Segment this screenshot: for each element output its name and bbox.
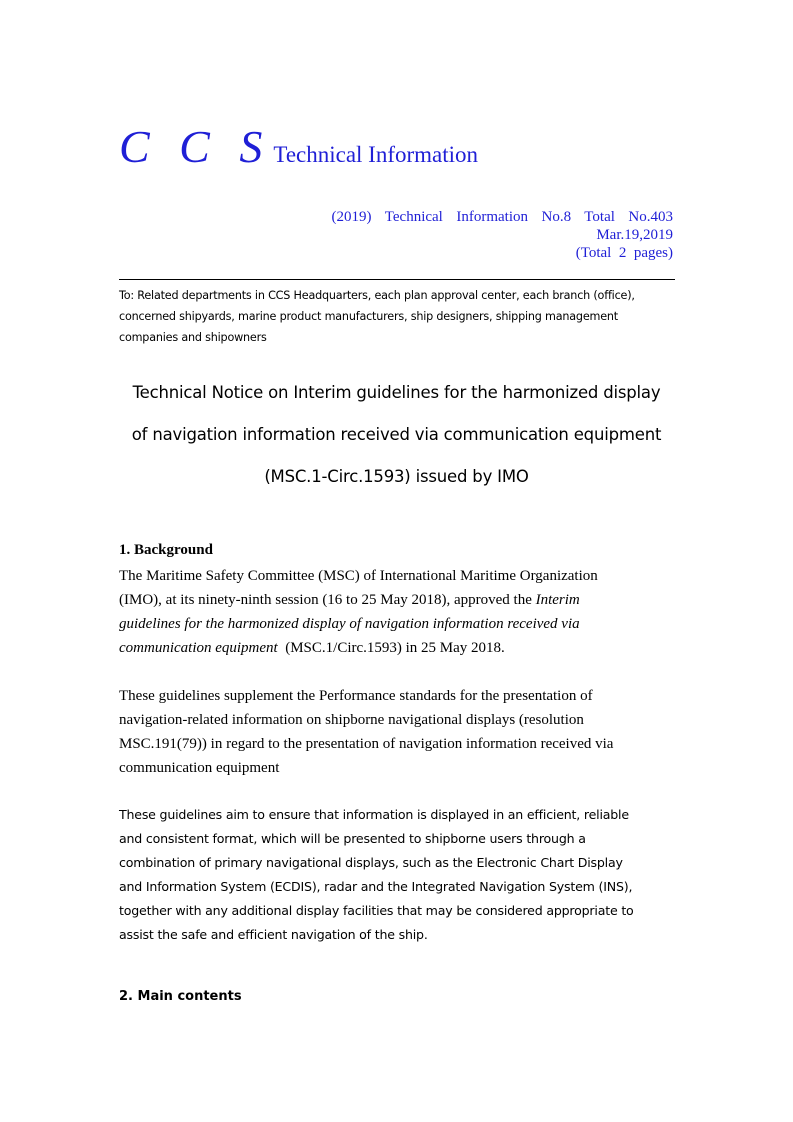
paragraph-line: assist the safe and efficient navigation of the ship.	[119, 927, 428, 942]
recipients-line: To: Related departments in CCS Headquarters, each plan approval center, each branch (office),	[119, 289, 635, 302]
paragraph-line	[119, 636, 679, 660]
recipients-block	[119, 285, 679, 348]
paragraph-line: These guidelines aim to ensure that information is displayed in an efficient, reliable	[119, 807, 629, 822]
notice-title-line: of navigation information received via communication equipment	[131, 425, 662, 444]
paragraph-line: These guidelines supplement the Performance standards for the presentation of	[119, 688, 593, 704]
paragraph-line: together with any additional display facilities that may be considered appropriate to	[119, 903, 634, 918]
paragraph-line: MSC.191(79)) in regard to the presentation of navigation information received via	[119, 736, 614, 752]
header-subtitle: Technical Information	[273, 142, 479, 167]
section-heading-background: 1. Background	[119, 542, 213, 558]
notice-title	[100, 372, 693, 498]
paragraph-text: (MSC.1/Circ.1593) in 25 May 2018.	[277, 640, 505, 656]
section-heading-main-contents: 2. Main contents	[119, 989, 242, 1004]
ccs-logo-text: C C S	[119, 121, 272, 172]
paragraph-line	[119, 588, 679, 612]
paragraph-text: (IMO), at its ninety-ninth session (16 to 25 May 2018), approved the	[119, 592, 536, 608]
paragraph-line: communication equipment	[119, 760, 280, 776]
header-divider	[119, 279, 675, 280]
notice-title-line: Technical Notice on Interim guidelines for the harmonized display	[132, 383, 661, 402]
page-count: (Total 2 pages)	[575, 245, 673, 261]
paragraph-line: combination of primary navigational displays, such as the Electronic Chart Display	[119, 855, 623, 870]
background-paragraph-2	[119, 684, 679, 780]
guideline-title-italic: communication equipment	[119, 640, 278, 656]
document-meta	[332, 208, 673, 262]
background-paragraph-3	[119, 803, 679, 947]
paragraph-line: navigation-related information on shipborne navigational displays (resolution	[119, 712, 584, 728]
issue-number: (2019) Technical Information No.8 Total No.403	[331, 209, 673, 225]
issue-date: Mar.19,2019	[596, 227, 673, 243]
document-header	[119, 120, 478, 173]
recipients-line: concerned shipyards, marine product manufacturers, ship designers, shipping management	[119, 310, 618, 323]
paragraph-line: and Information System (ECDIS), radar and the Integrated Navigation System (INS),	[119, 879, 633, 894]
guideline-title-italic: Interim	[535, 592, 580, 608]
paragraph-line: and consistent format, which will be presented to shipborne users through a	[119, 831, 586, 846]
notice-title-line: (MSC.1-Circ.1593) issued by IMO	[264, 467, 529, 486]
background-paragraph-1	[119, 564, 679, 660]
guideline-title-italic: guidelines for the harmonized display of navigation information received via	[119, 616, 580, 632]
paragraph-line: The Maritime Safety Committee (MSC) of International Maritime Organization	[119, 568, 598, 584]
recipients-line: companies and shipowners	[119, 331, 267, 344]
